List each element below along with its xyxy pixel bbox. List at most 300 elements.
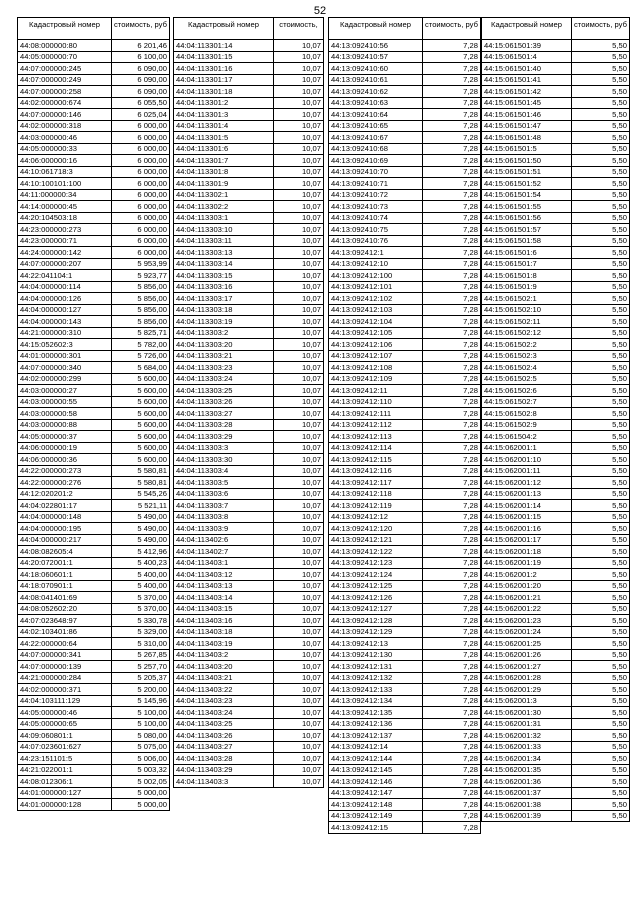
- cost-cell: 5 600,00: [112, 442, 170, 454]
- table-row: [174, 419, 324, 431]
- table-row: [482, 362, 630, 374]
- cadastral-number-cell: 44:04:113303:8: [174, 511, 274, 523]
- table-row: [174, 350, 324, 362]
- column-header-cost: стоимость,: [274, 18, 324, 40]
- table-row: [174, 373, 324, 385]
- cost-cell: 6 000,00: [112, 224, 170, 236]
- cadastral-number-cell: 44:13:092412:124: [329, 569, 423, 581]
- cost-cell: 5,50: [572, 408, 630, 420]
- cadastral-number-cell: 44:13:092410:68: [329, 143, 423, 155]
- cadastral-number-cell: 44:15:061502:3: [482, 350, 572, 362]
- cost-cell: 7,28: [423, 465, 481, 477]
- cost-cell: 7,28: [423, 626, 481, 638]
- cadastral-number-cell: 44:05:000000:70: [18, 51, 112, 63]
- cost-cell: 10,07: [274, 189, 324, 201]
- cadastral-number-cell: 44:23:151101:5: [18, 753, 112, 765]
- cost-cell: 10,07: [274, 500, 324, 512]
- cost-cell: 5,50: [572, 166, 630, 178]
- cadastral-number-cell: 44:04:000000:127: [18, 304, 112, 316]
- cadastral-number-cell: 44:21:000000:310: [18, 327, 112, 339]
- table-row: [329, 212, 481, 224]
- cost-cell: 10,07: [274, 431, 324, 443]
- table-row: [18, 707, 170, 719]
- cost-cell: 5 726,00: [112, 350, 170, 362]
- table-row: [18, 132, 170, 144]
- table-row: [329, 638, 481, 650]
- cadastral-number-cell: 44:13:092412:132: [329, 672, 423, 684]
- table-row: [18, 753, 170, 765]
- cost-cell: 5,50: [572, 63, 630, 75]
- table-row: [482, 442, 630, 454]
- table-row: [174, 155, 324, 167]
- cadastral-number-cell: 44:15:062001:31: [482, 718, 572, 730]
- cadastral-number-cell: 44:13:092412:125: [329, 580, 423, 592]
- table-row: [482, 155, 630, 167]
- table-row: [482, 638, 630, 650]
- table-row: [482, 431, 630, 443]
- table-row: [329, 557, 481, 569]
- cost-cell: 5,50: [572, 362, 630, 374]
- cost-cell: 5 310,00: [112, 638, 170, 650]
- table-row: [482, 63, 630, 75]
- cadastral-number-cell: 44:13:092410:74: [329, 212, 423, 224]
- cost-cell: 6 000,00: [112, 132, 170, 144]
- cadastral-number-cell: 44:13:092412:115: [329, 454, 423, 466]
- cost-cell: 7,28: [423, 316, 481, 328]
- table-row: [482, 408, 630, 420]
- cost-cell: 5,50: [572, 373, 630, 385]
- cost-cell: 10,07: [274, 63, 324, 75]
- table-row: [174, 120, 324, 132]
- table-row: [482, 684, 630, 696]
- cadastral-number-cell: 44:04:113403:13: [174, 580, 274, 592]
- cost-cell: 10,07: [274, 707, 324, 719]
- table-row: [174, 385, 324, 397]
- cadastral-number-cell: 44:04:113403:2: [174, 649, 274, 661]
- table-row: [18, 97, 170, 109]
- cost-cell: 5 075,00: [112, 741, 170, 753]
- cost-cell: 5,50: [572, 569, 630, 581]
- table-row: [329, 178, 481, 190]
- cost-cell: 10,07: [274, 396, 324, 408]
- cost-cell: 5 400,00: [112, 580, 170, 592]
- cadastral-number-cell: 44:04:113303:1: [174, 212, 274, 224]
- table-header-row: [329, 18, 481, 40]
- cost-cell: 10,07: [274, 465, 324, 477]
- cost-cell: 5 370,00: [112, 603, 170, 615]
- cost-cell: 5 002,05: [112, 776, 170, 788]
- table-row: [482, 247, 630, 259]
- cadastral-number-cell: 44:23:000000:273: [18, 224, 112, 236]
- cost-cell: 5,50: [572, 764, 630, 776]
- cadastral-number-cell: 44:05:000000:46: [18, 707, 112, 719]
- cost-cell: 5,50: [572, 672, 630, 684]
- cadastral-number-cell: 44:07:000000:258: [18, 86, 112, 98]
- cadastral-number-cell: 44:03:000000:55: [18, 396, 112, 408]
- cadastral-number-cell: 44:01:000000:128: [18, 799, 112, 811]
- cost-cell: 6 000,00: [112, 143, 170, 155]
- cadastral-number-cell: 44:04:113302:1: [174, 189, 274, 201]
- table-row: [329, 810, 481, 822]
- table-row: [482, 488, 630, 500]
- cadastral-number-cell: 44:01:000000:127: [18, 787, 112, 799]
- cost-cell: 7,28: [423, 339, 481, 351]
- cadastral-number-cell: 44:13:092412:131: [329, 661, 423, 673]
- cadastral-number-cell: 44:04:113403:29: [174, 764, 274, 776]
- cadastral-number-cell: 44:10:061718:3: [18, 166, 112, 178]
- cost-cell: 10,07: [274, 304, 324, 316]
- column-header-code: Кадастровый номер: [482, 18, 572, 40]
- table-row: [18, 546, 170, 558]
- table-row: [174, 672, 324, 684]
- cost-cell: 10,07: [274, 741, 324, 753]
- cadastral-number-cell: 44:04:113303:27: [174, 408, 274, 420]
- table-row: [482, 523, 630, 535]
- cost-cell: 10,07: [274, 603, 324, 615]
- column-header-cost: стоимость, руб: [423, 18, 481, 40]
- cadastral-number-cell: 44:13:092412:130: [329, 649, 423, 661]
- cost-cell: 10,07: [274, 477, 324, 489]
- cadastral-number-cell: 44:15:062001:16: [482, 523, 572, 535]
- cadastral-number-cell: 44:09:060801:1: [18, 730, 112, 742]
- cadastral-table-2: [173, 17, 324, 788]
- cost-cell: 5,50: [572, 74, 630, 86]
- table-row: [174, 166, 324, 178]
- table-row: [18, 281, 170, 293]
- cost-cell: 10,07: [274, 638, 324, 650]
- page-number: 52: [313, 5, 327, 17]
- table-row: [329, 661, 481, 673]
- cost-cell: 5,50: [572, 339, 630, 351]
- cost-cell: 5 003,32: [112, 764, 170, 776]
- cadastral-number-cell: 44:13:092410:56: [329, 40, 423, 52]
- cost-cell: 5,50: [572, 258, 630, 270]
- cadastral-number-cell: 44:04:113303:18: [174, 304, 274, 316]
- table-row: [329, 247, 481, 259]
- cost-cell: 7,28: [423, 385, 481, 397]
- table-row: [329, 143, 481, 155]
- table-row: [174, 615, 324, 627]
- table-row: [174, 695, 324, 707]
- table-row: [174, 511, 324, 523]
- cadastral-number-cell: 44:04:113301:9: [174, 178, 274, 190]
- cadastral-number-cell: 44:04:113301:16: [174, 63, 274, 75]
- cadastral-number-cell: 44:04:113303:28: [174, 419, 274, 431]
- cadastral-number-cell: 44:13:092410:76: [329, 235, 423, 247]
- table-row: [18, 511, 170, 523]
- table-row: [18, 488, 170, 500]
- table-row: [18, 362, 170, 374]
- cadastral-number-cell: 44:15:061501:51: [482, 166, 572, 178]
- cost-cell: 10,07: [274, 385, 324, 397]
- cost-cell: 5 490,00: [112, 511, 170, 523]
- cadastral-number-cell: 44:08:082605:4: [18, 546, 112, 558]
- table-row: [329, 626, 481, 638]
- table-row: [482, 730, 630, 742]
- table-row: [174, 339, 324, 351]
- cost-cell: 10,07: [274, 764, 324, 776]
- cadastral-number-cell: 44:13:092412:118: [329, 488, 423, 500]
- table-row: [329, 718, 481, 730]
- table-row: [18, 166, 170, 178]
- cadastral-number-cell: 44:13:092410:64: [329, 109, 423, 121]
- table-row: [329, 51, 481, 63]
- cadastral-number-cell: 44:04:113303:29: [174, 431, 274, 443]
- cost-cell: 7,28: [423, 51, 481, 63]
- cadastral-number-cell: 44:15:061501:50: [482, 155, 572, 167]
- table-row: [482, 178, 630, 190]
- table-row: [174, 63, 324, 75]
- table-row: [482, 97, 630, 109]
- cadastral-number-cell: 44:13:092412:134: [329, 695, 423, 707]
- cadastral-number-cell: 44:08:000000:80: [18, 40, 112, 52]
- table-row: [18, 201, 170, 213]
- cost-cell: 10,07: [274, 339, 324, 351]
- cadastral-number-cell: 44:13:092410:65: [329, 120, 423, 132]
- cadastral-number-cell: 44:15:062001:25: [482, 638, 572, 650]
- cadastral-number-cell: 44:13:092412:104: [329, 316, 423, 328]
- cost-cell: 7,28: [423, 304, 481, 316]
- cost-cell: 10,07: [274, 776, 324, 788]
- table-row: [482, 304, 630, 316]
- cost-cell: 10,07: [274, 247, 324, 259]
- cost-cell: 10,07: [274, 649, 324, 661]
- table-row: [329, 40, 481, 52]
- table-row: [18, 316, 170, 328]
- table-row: [329, 201, 481, 213]
- cadastral-number-cell: 44:13:092412:102: [329, 293, 423, 305]
- table-row: [18, 40, 170, 52]
- cadastral-number-cell: 44:15:062001:3: [482, 695, 572, 707]
- table-row: [18, 787, 170, 799]
- cadastral-number-cell: 44:13:092412:129: [329, 626, 423, 638]
- cost-cell: 7,28: [423, 408, 481, 420]
- cost-cell: 5 600,00: [112, 419, 170, 431]
- cadastral-number-cell: 44:15:061502:12: [482, 327, 572, 339]
- cost-cell: 7,28: [423, 511, 481, 523]
- cadastral-number-cell: 44:08:012306:1: [18, 776, 112, 788]
- table-row: [18, 120, 170, 132]
- cadastral-number-cell: 44:04:113303:30: [174, 454, 274, 466]
- cost-cell: 5,50: [572, 718, 630, 730]
- table-row: [18, 718, 170, 730]
- cost-cell: 5,50: [572, 304, 630, 316]
- table-row: [18, 776, 170, 788]
- table-row: [329, 224, 481, 236]
- cadastral-number-cell: 44:15:062001:27: [482, 661, 572, 673]
- table-row: [482, 580, 630, 592]
- cadastral-table-3: [328, 17, 481, 834]
- cost-cell: 10,07: [274, 718, 324, 730]
- cadastral-number-cell: 44:07:000000:139: [18, 661, 112, 673]
- table-row: [482, 281, 630, 293]
- cadastral-number-cell: 44:04:113301:8: [174, 166, 274, 178]
- cost-cell: 7,28: [423, 592, 481, 604]
- cadastral-number-cell: 44:13:092412:144: [329, 753, 423, 765]
- cost-cell: 5 600,00: [112, 408, 170, 420]
- cost-cell: 5,50: [572, 534, 630, 546]
- table-row: [18, 339, 170, 351]
- cadastral-number-cell: 44:15:061504:2: [482, 431, 572, 443]
- cadastral-number-cell: 44:04:103111:129: [18, 695, 112, 707]
- cadastral-number-cell: 44:04:000000:126: [18, 293, 112, 305]
- cost-cell: 10,07: [274, 580, 324, 592]
- cadastral-number-cell: 44:04:113403:3: [174, 776, 274, 788]
- cadastral-number-cell: 44:04:113403:18: [174, 626, 274, 638]
- table-row: [18, 51, 170, 63]
- table-row: [482, 511, 630, 523]
- cadastral-number-cell: 44:15:062001:30: [482, 707, 572, 719]
- table-row: [174, 580, 324, 592]
- table-row: [18, 385, 170, 397]
- table-row: [18, 557, 170, 569]
- table-row: [482, 557, 630, 569]
- cadastral-number-cell: 44:13:092412:101: [329, 281, 423, 293]
- cost-cell: 10,07: [274, 178, 324, 190]
- cost-cell: 10,07: [274, 373, 324, 385]
- cadastral-number-cell: 44:15:061501:46: [482, 109, 572, 121]
- cadastral-number-cell: 44:13:092410:63: [329, 97, 423, 109]
- cadastral-number-cell: 44:13:092412:128: [329, 615, 423, 627]
- table-row: [18, 270, 170, 282]
- cadastral-number-cell: 44:08:041401:69: [18, 592, 112, 604]
- cost-cell: 10,07: [274, 270, 324, 282]
- cost-cell: 5,50: [572, 201, 630, 213]
- cost-cell: 5 580,81: [112, 477, 170, 489]
- cost-cell: 5 600,00: [112, 431, 170, 443]
- cost-cell: 10,07: [274, 730, 324, 742]
- cadastral-number-cell: 44:04:113301:18: [174, 86, 274, 98]
- table-header-row: [18, 18, 170, 40]
- cost-cell: 7,28: [423, 327, 481, 339]
- cadastral-number-cell: 44:13:092412:126: [329, 592, 423, 604]
- cost-cell: 5,50: [572, 40, 630, 52]
- cadastral-number-cell: 44:15:062001:19: [482, 557, 572, 569]
- cost-cell: 5 490,00: [112, 523, 170, 535]
- cadastral-number-cell: 44:04:113303:19: [174, 316, 274, 328]
- cost-cell: 5,50: [572, 776, 630, 788]
- cost-cell: 7,28: [423, 178, 481, 190]
- table-row: [329, 373, 481, 385]
- cost-cell: 10,07: [274, 684, 324, 696]
- cost-cell: 5 330,78: [112, 615, 170, 627]
- cost-cell: 10,07: [274, 546, 324, 558]
- cadastral-number-cell: 44:02:000000:318: [18, 120, 112, 132]
- table-row: [329, 86, 481, 98]
- cost-cell: 6 025,04: [112, 109, 170, 121]
- table-row: [482, 132, 630, 144]
- cost-cell: 10,07: [274, 212, 324, 224]
- table-row: [329, 695, 481, 707]
- table-row: [482, 569, 630, 581]
- cost-cell: 5 000,00: [112, 799, 170, 811]
- cost-cell: 6 100,00: [112, 51, 170, 63]
- table-row: [482, 396, 630, 408]
- table-row: [174, 546, 324, 558]
- table-row: [482, 339, 630, 351]
- table-row: [329, 534, 481, 546]
- cost-cell: 6 090,00: [112, 86, 170, 98]
- table-row: [329, 500, 481, 512]
- cadastral-number-cell: 44:15:061502:6: [482, 385, 572, 397]
- table-row: [329, 109, 481, 121]
- cost-cell: 10,07: [274, 132, 324, 144]
- cost-cell: 7,28: [423, 442, 481, 454]
- cadastral-number-cell: 44:04:113302:2: [174, 201, 274, 213]
- cadastral-number-cell: 44:03:000000:46: [18, 132, 112, 144]
- table-row: [329, 465, 481, 477]
- cost-cell: 6 090,00: [112, 74, 170, 86]
- table-row: [482, 707, 630, 719]
- table-row: [174, 316, 324, 328]
- table-row: [18, 86, 170, 98]
- table-row: [174, 431, 324, 443]
- cadastral-number-cell: 44:07:000000:146: [18, 109, 112, 121]
- table-row: [482, 235, 630, 247]
- cadastral-number-cell: 44:13:092412:100: [329, 270, 423, 282]
- cost-cell: 5,50: [572, 442, 630, 454]
- cadastral-number-cell: 44:04:113303:21: [174, 350, 274, 362]
- cadastral-number-cell: 44:04:113303:23: [174, 362, 274, 374]
- table-row: [18, 63, 170, 75]
- cadastral-number-cell: 44:13:092412:108: [329, 362, 423, 374]
- cadastral-number-cell: 44:15:062001:15: [482, 511, 572, 523]
- cost-cell: 5 856,00: [112, 293, 170, 305]
- cadastral-number-cell: 44:22:041104:1: [18, 270, 112, 282]
- cost-cell: 7,28: [423, 454, 481, 466]
- cost-cell: 5,50: [572, 281, 630, 293]
- cost-cell: 5,50: [572, 155, 630, 167]
- cost-cell: 5,50: [572, 178, 630, 190]
- cadastral-table-1: [17, 17, 170, 811]
- cost-cell: 7,28: [423, 500, 481, 512]
- cost-cell: 7,28: [423, 741, 481, 753]
- table-row: [18, 661, 170, 673]
- cost-cell: 5,50: [572, 350, 630, 362]
- cost-cell: 5 545,26: [112, 488, 170, 500]
- cost-cell: 7,28: [423, 718, 481, 730]
- cost-cell: 5 856,00: [112, 281, 170, 293]
- cost-cell: 7,28: [423, 86, 481, 98]
- cadastral-number-cell: 44:15:062001:17: [482, 534, 572, 546]
- table-row: [329, 603, 481, 615]
- cost-cell: 10,07: [274, 661, 324, 673]
- table-row: [329, 615, 481, 627]
- cost-cell: 5,50: [572, 626, 630, 638]
- cost-cell: 6 000,00: [112, 212, 170, 224]
- table-row: [174, 362, 324, 374]
- cost-cell: 7,28: [423, 155, 481, 167]
- table-row: [329, 327, 481, 339]
- table-row: [482, 385, 630, 397]
- table-row: [329, 787, 481, 799]
- cadastral-number-cell: 44:04:113403:16: [174, 615, 274, 627]
- cadastral-number-cell: 44:04:113303:11: [174, 235, 274, 247]
- cost-cell: 7,28: [423, 684, 481, 696]
- cost-cell: 7,28: [423, 661, 481, 673]
- cadastral-number-cell: 44:15:061502:1: [482, 293, 572, 305]
- cost-cell: 10,07: [274, 569, 324, 581]
- table-row: [18, 442, 170, 454]
- cadastral-number-cell: 44:15:052602:3: [18, 339, 112, 351]
- cost-cell: 10,07: [274, 235, 324, 247]
- cadastral-number-cell: 44:04:113303:5: [174, 477, 274, 489]
- table-row: [18, 477, 170, 489]
- cost-cell: 7,28: [423, 695, 481, 707]
- cadastral-number-cell: 44:05:000000:65: [18, 718, 112, 730]
- table-row: [18, 143, 170, 155]
- cost-cell: 6 090,00: [112, 63, 170, 75]
